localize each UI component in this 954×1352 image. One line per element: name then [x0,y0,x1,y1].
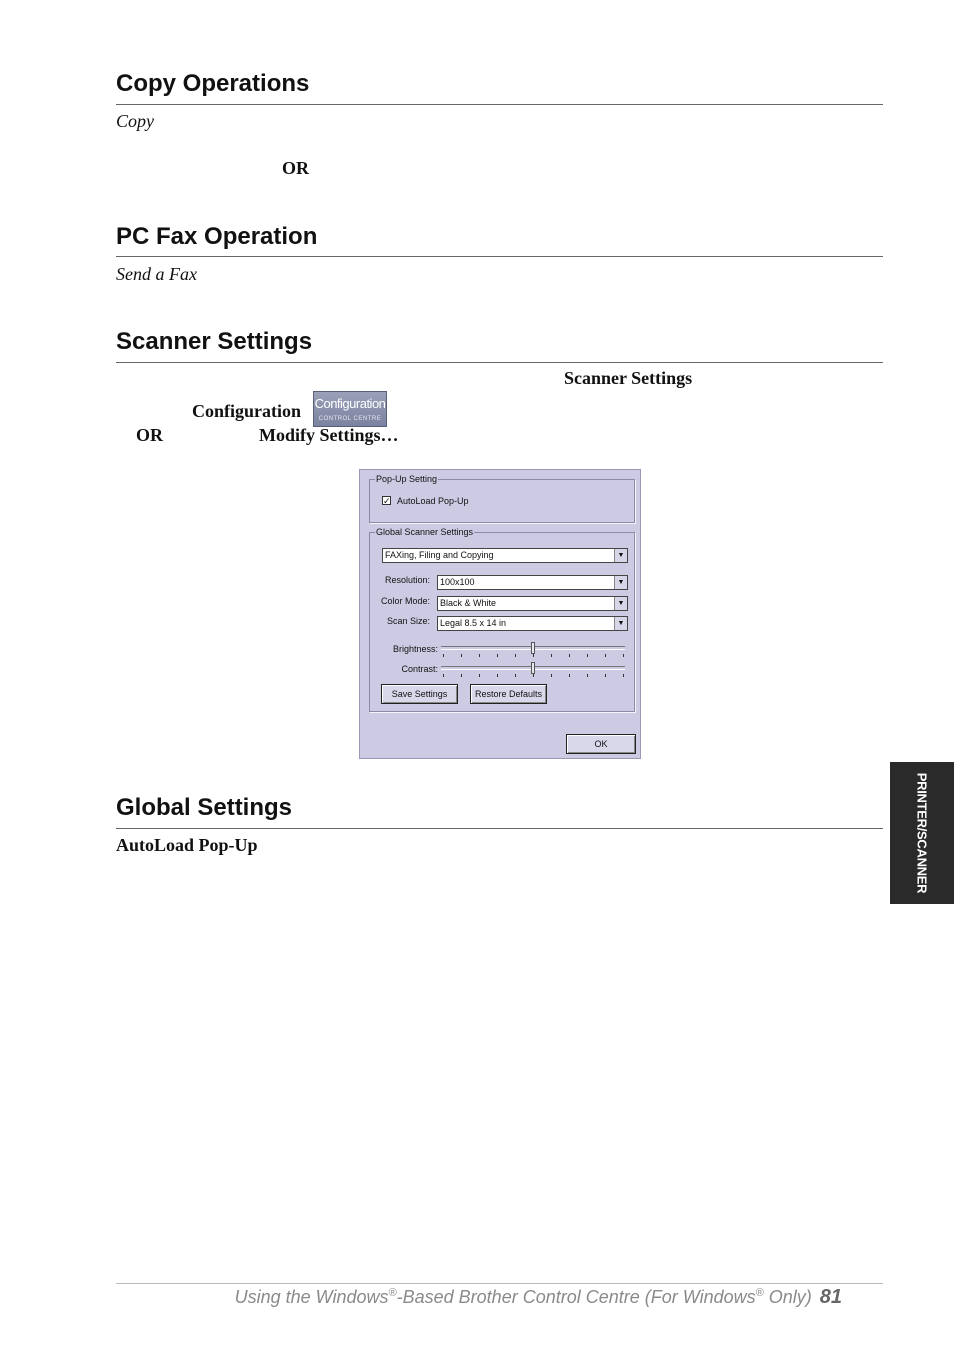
slider-tick [443,654,444,657]
brightness-label: Brightness: [392,644,438,654]
or-label: OR [282,158,309,178]
dropdown-arrow-icon: ▼ [614,576,627,589]
color-mode-value: Black & White [440,598,497,608]
color-mode-label: Color Mode: [380,596,430,606]
slider-tick [569,674,570,677]
registered-mark: ® [388,1287,397,1299]
slider-tick [569,654,570,657]
dropdown-arrow-icon: ▼ [614,597,627,610]
slider-tick [587,654,588,657]
check-icon: ✓ [383,496,391,506]
restore-defaults-button[interactable]: Restore Defaults [470,684,547,704]
or-label: OR [136,425,163,445]
configuration-button-image [313,391,387,427]
divider [116,362,883,363]
dropdown-arrow-icon: ▼ [614,549,627,562]
heading-pc-fax-operation: PC Fax Operation [116,223,318,250]
popup-setting-group-label: Pop-Up Setting [376,474,438,484]
ok-button[interactable]: OK [566,734,636,754]
contrast-slider-thumb[interactable] [531,662,535,674]
brightness-slider-thumb[interactable] [531,642,535,654]
slider-tick [515,654,516,657]
slider-tick [605,674,606,677]
slider-tick [497,674,498,677]
slider-tick [533,674,534,677]
copy-label: Copy [116,111,154,131]
footer-text-c: Only) [763,1287,812,1307]
resolution-label: Resolution: [384,575,430,585]
footer-divider [116,1283,883,1284]
divider [116,104,883,105]
scan-preset-select[interactable] [382,548,628,563]
dropdown-arrow-icon: ▼ [614,617,627,630]
send-a-fax-label: Send a Fax [116,264,197,284]
resolution-select[interactable] [437,575,628,590]
heading-copy-operations: Copy Operations [116,70,310,97]
slider-tick [497,654,498,657]
registered-mark: ® [755,1287,764,1299]
divider [116,256,883,257]
slider-tick [515,674,516,677]
autoload-popup-checkbox[interactable] [382,496,391,505]
brightness-slider[interactable] [441,642,625,660]
autoload-popup-label: AutoLoad Pop-Up [397,496,469,506]
slider-tick [479,674,480,677]
section-side-tab [890,762,954,904]
contrast-slider[interactable] [441,662,625,680]
side-tab-label: PRINTER/SCANNER [914,772,930,894]
slider-tick [479,654,480,657]
divider [116,828,883,829]
scanner-settings-dialog [359,469,641,759]
slider-tick [623,674,624,677]
scanner-settings-ref: Scanner Settings [564,368,693,388]
slider-tick [551,654,552,657]
contrast-label: Contrast: [401,664,438,674]
heading-scanner-settings: Scanner Settings [116,328,313,355]
slider-tick [623,654,624,657]
slider-tick [461,674,462,677]
slider-tick [533,654,534,657]
slider-tick [443,674,444,677]
scan-size-select[interactable] [437,616,628,631]
scan-size-value: Legal 8.5 x 14 in [440,618,507,628]
slider-tick [461,654,462,657]
modify-settings-ref: Modify Settings… [259,425,399,445]
resolution-value: 100x100 [440,577,475,587]
configuration-button-subtitle: CONTROL CENTRE [318,416,382,422]
color-mode-select[interactable] [437,596,628,611]
configuration-ref: Configuration [192,401,302,421]
heading-global-settings: Global Settings [116,794,293,821]
configuration-button-title: Configuration [314,396,386,411]
autoload-popup-ref: AutoLoad Pop-Up [116,835,258,855]
global-scanner-settings-group-label: Global Scanner Settings [376,527,474,537]
footer-text-b: -Based Brother Control Centre (For Windows [396,1287,756,1307]
page-footer [235,1286,842,1309]
scan-size-label: Scan Size: [386,616,430,626]
scan-preset-value: FAXing, Filing and Copying [385,550,494,560]
footer-text-a: Using the Windows [234,1287,389,1307]
slider-tick [587,674,588,677]
page-number: 81 [819,1286,842,1308]
slider-tick [605,654,606,657]
slider-tick [551,674,552,677]
save-settings-button[interactable]: Save Settings [381,684,458,704]
